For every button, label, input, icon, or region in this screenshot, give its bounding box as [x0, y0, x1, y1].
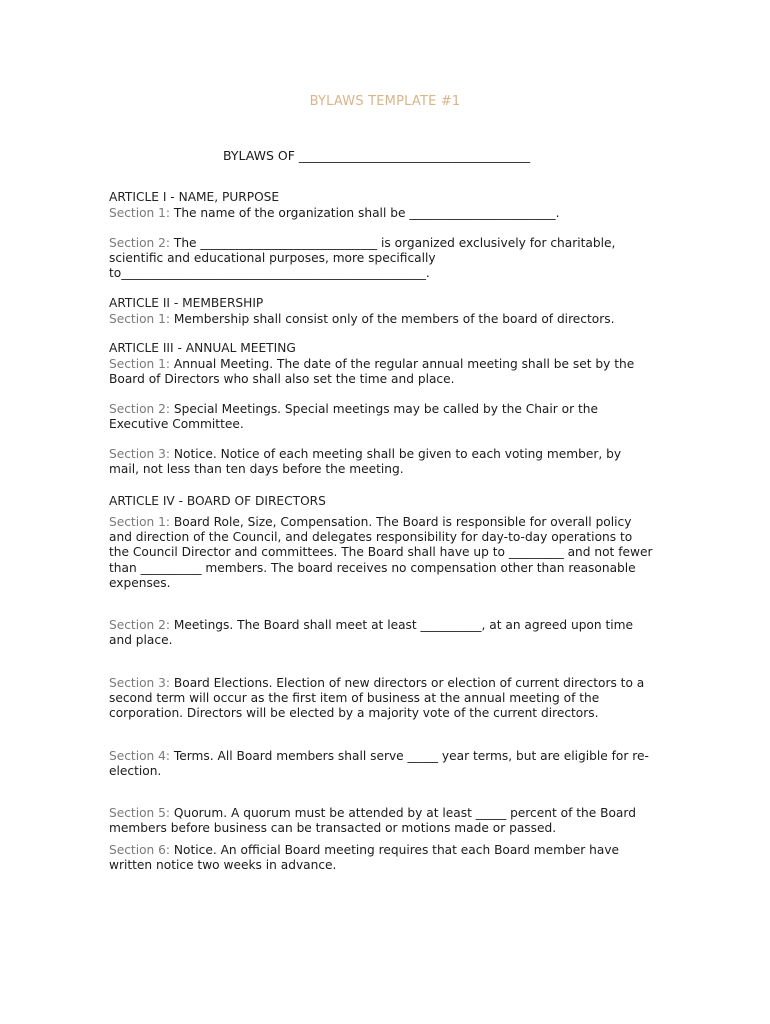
article-1-section-2 [109, 236, 654, 282]
article-2-heading: ARTICLE II - MEMBERSHIP [109, 296, 264, 310]
section-text: Notice. An official Board meeting requires that each Board member have written notice two weeks in advance. [109, 843, 620, 873]
article-1-heading: ARTICLE I - NAME, PURPOSE [109, 190, 280, 204]
article-3-section-3 [109, 447, 654, 477]
section-text: Board Role, Size, Compensation. The Board is responsible for overall policy and direction of the Council, and delegates responsibility for day-to-day operations to the Council Director and committees. The Board shall have up to _________ and not fewer than __________ members. The board receives no compensation other than reasonable expenses. [109, 515, 653, 590]
section-label: Section 2: [109, 236, 171, 250]
section-label: Section 1: [109, 357, 171, 371]
article-4-section-4 [109, 749, 654, 779]
section-label: Section 5: [109, 806, 171, 820]
article-4-section-1 [109, 515, 654, 591]
document-title: BYLAWS TEMPLATE #1 [309, 94, 461, 109]
section-label: Section 2: [109, 618, 171, 632]
section-text: The name of the organization shall be ________________________. [173, 206, 560, 220]
article-1-section-1 [109, 206, 654, 221]
section-text: Special Meetings. Special meetings may be called by the Chair or the Executive Committee. [109, 402, 599, 432]
section-label: Section 4: [109, 749, 171, 763]
section-text: Quorum. A quorum must be attended by at least _____ percent of the Board members before business can be transacted or motions made or passed. [109, 806, 636, 836]
section-text: Board Elections. Election of new directors or election of current directors to a second term will occur as the first item of business at the annual meeting of the corporation. Directors will be elected by a majority vote of the current directors. [109, 676, 645, 721]
article-4-heading: ARTICLE IV - BOARD OF DIRECTORS [109, 494, 326, 508]
article-4-section-2 [109, 618, 654, 648]
section-label: Section 3: [109, 676, 171, 690]
section-text: The _____________________________ is organized exclusively for charitable, scientific and educational purposes, more specifically to__________________________________________________. [109, 236, 616, 281]
section-label: Section 1: [109, 312, 171, 326]
section-label: Section 2: [109, 402, 171, 416]
section-label: Section 3: [109, 447, 171, 461]
article-2-section-1 [109, 312, 654, 327]
section-label: Section 6: [109, 843, 171, 857]
section-text: Annual Meeting. The date of the regular annual meeting shall be set by the Board of Directors who shall also set the time and place. [109, 357, 635, 387]
section-label: Section 1: [109, 515, 171, 529]
bylaws-of-line: BYLAWS OF _____________________________________ [223, 148, 531, 163]
section-text: Notice. Notice of each meeting shall be given to each voting member, by mail, not less than ten days before the meeting. [109, 447, 622, 477]
section-text: Terms. All Board members shall serve _____ year terms, but are eligible for re-election. [109, 749, 649, 779]
article-3-heading: ARTICLE III - ANNUAL MEETING [109, 341, 296, 355]
article-4-section-3 [109, 676, 654, 722]
article-3-section-2 [109, 402, 654, 432]
article-4-section-5 [109, 806, 654, 836]
section-label: Section 1: [109, 206, 171, 220]
article-4-section-6 [109, 843, 654, 873]
section-text: Membership shall consist only of the members of the board of directors. [173, 312, 615, 326]
section-text: Meetings. The Board shall meet at least __________, at an agreed upon time and place. [109, 618, 634, 648]
article-3-section-1 [109, 357, 654, 387]
